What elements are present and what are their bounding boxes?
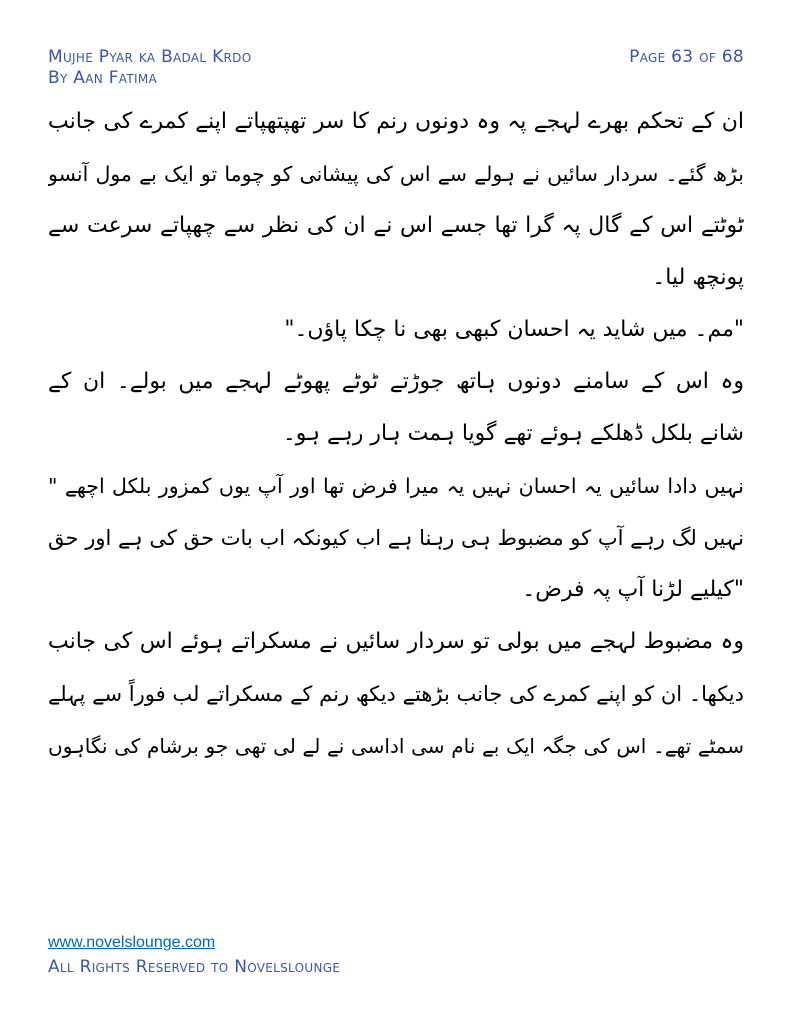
- story-line: ٹوٹتے اس کے گال پہ گرا تھا جسے اس نے ان کی نظر سے چھپاتے سرعت سے: [48, 213, 744, 238]
- story-line: نہیں لگ رہے آپ کو مضبوط ہی رہنا ہے اب کیونکہ اب بات حق کی ہے اور حق: [48, 526, 744, 550]
- author-name: By Aan Fatima: [48, 68, 158, 88]
- website-link[interactable]: www.novelslounge.com: [48, 934, 216, 951]
- story-line: ان کے تحکم بھرے لہجے پہ وہ دونوں رنم کا سر تھپتھپاتے اپنے کمرے کی جانب: [48, 109, 744, 134]
- page-number: Page 63 of 68: [629, 47, 744, 67]
- story-line: بڑھ گئے۔ سردار سائیں نے ہولے سے اس کی پیشانی کو چوما تو ایک بے مول آنسو: [48, 162, 744, 186]
- story-line: پونچھ لیا۔: [652, 265, 744, 290]
- story-line: دیکھا۔ ان کو اپنے کمرے کی جانب بڑھتے دیکھ رنم کے مسکراتے لب فوراً سے پہلے: [48, 682, 744, 706]
- novel-title: Mujhe Pyar ka Badal Krdo: [48, 47, 252, 67]
- story-line: نہیں دادا سائیں یہ احسان نہیں یہ میرا فرض تھا اور آپ یوں کمزور بلکل اچھے ": [48, 474, 744, 498]
- story-line: سمٹے تھے۔ اس کی جگہ ایک بے نام سی اداسی نے لے لی تھی جو برشام کی نگاہوں: [48, 734, 744, 758]
- story-line: وہ اس کے سامنے دونوں ہاتھ جوڑتے ٹوٹے پھوٹے لہجے میں بولے۔ ان کے: [48, 369, 744, 394]
- story-line: "کیلیے لڑنا آپ پہ فرض۔: [522, 577, 744, 602]
- story-line: وہ مضبوط لہجے میں بولی تو سردار سائیں نے مسکراتے ہوئے اس کی جانب: [48, 629, 744, 654]
- rights-notice: All Rights Reserved to Novelslounge: [48, 957, 341, 977]
- story-body: [48, 96, 744, 772]
- story-line: شانے بلکل ڈھلکے ہوئے تھے گویا ہمت ہار رہے ہو۔: [282, 421, 744, 446]
- story-line: "مم۔ میں شاید یہ احسان کبھی بھی نا چکا پاؤں۔": [284, 317, 744, 342]
